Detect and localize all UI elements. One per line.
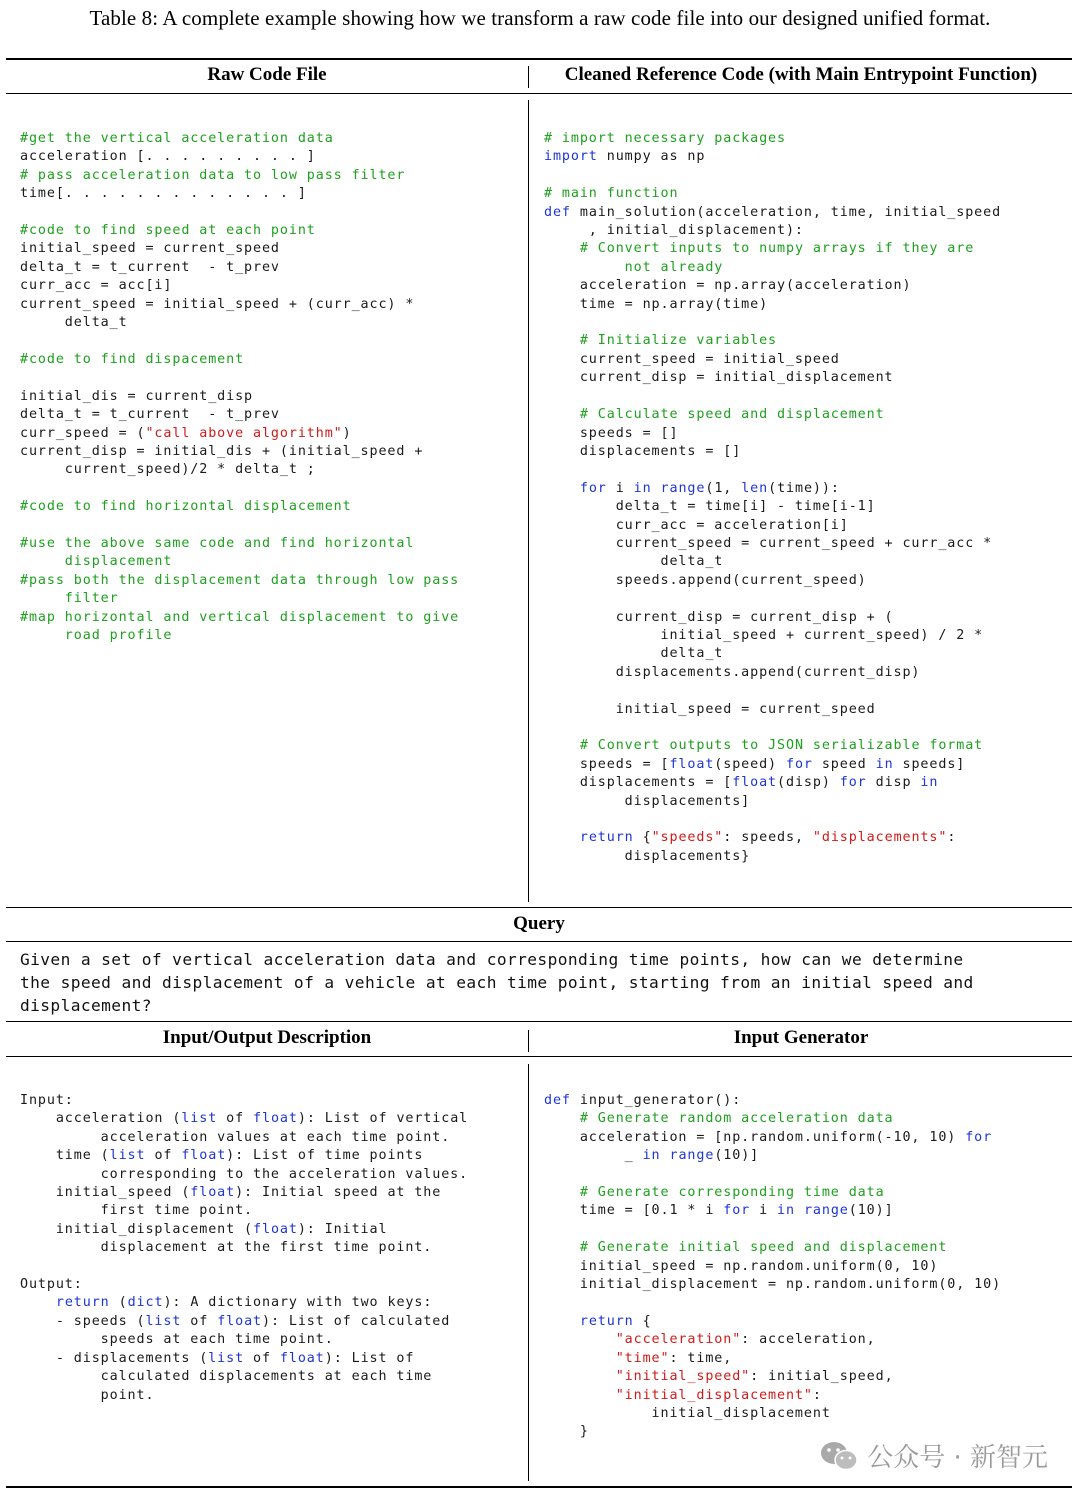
code-token: delta_t (544, 554, 724, 570)
code-token: speeds.append(current_speed) (544, 572, 867, 588)
code-line (544, 278, 911, 293)
code-token: corresponding to the acceleration values. (20, 1166, 469, 1182)
code-token: ): List of calculated (262, 1313, 451, 1329)
code-line (544, 241, 974, 256)
code-token: acceleration [. . . . . . . . . ] (20, 149, 316, 165)
code-token: (speed) (714, 756, 786, 772)
code-token: { (633, 830, 652, 846)
code-line (20, 573, 459, 588)
code-token: "call above algorithm" (145, 425, 343, 441)
code-line (544, 665, 920, 680)
code-token: time[. . . . . . . . . . . . . ] (20, 186, 307, 202)
code-token: acceleration = np.array(acceleration) (544, 278, 912, 294)
code-token: main_solution(acceleration, time, initial_speed (570, 204, 1002, 220)
code-token: in (777, 1203, 795, 1219)
code-token: delta_t = time[i] - time[i-1] (544, 499, 876, 515)
code-line (544, 499, 876, 514)
code-token: return (579, 1313, 634, 1329)
code-token: # Calculate speed and displacement (579, 407, 885, 423)
code-token: "time" (615, 1350, 670, 1366)
code-token: _ (544, 1148, 643, 1164)
code-line (544, 260, 723, 275)
code-token: Output: (20, 1277, 83, 1293)
code-token: "displacements" (812, 830, 948, 846)
code-token: speeds at each time point. (20, 1332, 334, 1348)
code-token (544, 1240, 580, 1255)
code-token: return (579, 830, 634, 846)
code-token: #code to find dispacement (20, 351, 245, 367)
code-line (20, 149, 316, 164)
code-line (20, 462, 316, 477)
code-token: { (633, 1313, 652, 1329)
code-token: def (544, 1093, 571, 1108)
code-token: # Generate random acceleration data (579, 1111, 894, 1127)
code-token: time = np.array(time) (544, 296, 769, 312)
code-token: delta_t = t_current - t_prev (20, 259, 280, 275)
code-token: initial_speed = current_speed (20, 241, 280, 257)
code-line (20, 1167, 468, 1182)
code-token: (1, (705, 480, 742, 496)
code-line (544, 573, 867, 588)
code-line (20, 426, 352, 441)
code-token (544, 241, 580, 256)
code-token: current_speed = initial_speed + (curr_acc) * (20, 296, 415, 312)
cleaned-code-block (544, 130, 1001, 866)
code-token: list (145, 1313, 182, 1329)
code-token: in (633, 480, 652, 496)
code-line (544, 1259, 938, 1274)
code-token: (10)] (848, 1203, 894, 1219)
code-token: list (208, 1350, 245, 1366)
code-token: ): List of vertical (297, 1111, 469, 1127)
code-token: current_disp = initial_dis + (initial_speed + (20, 443, 424, 459)
code-token: "speeds" (651, 830, 724, 846)
code-token: displacements = [] (544, 443, 742, 459)
code-token: for (579, 480, 607, 496)
code-token: dict (127, 1295, 164, 1311)
code-token (544, 1388, 616, 1403)
code-token: ): A dictionary with two keys: (163, 1295, 433, 1311)
code-line (544, 849, 750, 864)
code-token: list (109, 1148, 146, 1164)
code-line (20, 1332, 334, 1347)
code-token: : time, (669, 1350, 733, 1366)
code-token: #get the vertical acceleration data (20, 131, 334, 146)
code-token (544, 333, 580, 348)
code-token: "acceleration" (615, 1332, 742, 1348)
code-token: displacement at the first time point. (20, 1240, 433, 1256)
code-token: of (181, 1313, 218, 1329)
code-token: : speeds, (723, 830, 813, 846)
code-token: time = [0.1 * i (544, 1203, 724, 1219)
code-token: input_generator(): (570, 1093, 742, 1108)
code-line (20, 389, 253, 404)
code-line (544, 775, 938, 790)
code-token: displacements} (544, 848, 751, 864)
code-token (661, 1148, 670, 1163)
code-line (20, 1369, 432, 1384)
code-token: : (947, 830, 957, 846)
code-line (20, 168, 405, 183)
code-token (544, 1332, 616, 1347)
code-token: # main function (544, 186, 679, 202)
code-line (20, 223, 316, 238)
code-token: in (642, 1148, 661, 1164)
code-token: speed (812, 756, 876, 772)
code-line (20, 1277, 83, 1292)
code-line (544, 1277, 1001, 1292)
code-line (544, 610, 894, 625)
code-line (20, 1203, 253, 1218)
code-line (544, 1203, 894, 1218)
wechat-icon (819, 1440, 859, 1472)
code-token: # Initialize variables (579, 333, 778, 349)
code-line (544, 333, 777, 348)
code-line (544, 149, 705, 164)
code-line (544, 1185, 885, 1200)
code-line (544, 628, 983, 643)
code-token: float (279, 1350, 325, 1366)
code-token: for (785, 756, 813, 772)
code-line (20, 610, 459, 625)
code-line (20, 315, 128, 330)
code-line (20, 186, 307, 201)
code-token: "initial_displacement" (615, 1387, 813, 1403)
code-line (20, 352, 244, 367)
code-token: # pass acceleration data to low pass filter (20, 167, 406, 183)
code-token: # Generate initial speed and displacement (579, 1240, 948, 1256)
code-token: acceleration ( (20, 1111, 182, 1127)
code-token: for (965, 1129, 993, 1145)
header-cleaned-code: Cleaned Reference Code (with Main Entrypoint Function) (564, 64, 1038, 85)
code-token: (disp) (777, 775, 840, 791)
code-token: displacement (20, 554, 173, 570)
code-token: len (741, 480, 769, 496)
code-line (20, 1185, 441, 1200)
code-line (544, 794, 750, 809)
code-token: ) (342, 425, 352, 441)
code-token: i (606, 480, 634, 496)
code-line (544, 1240, 947, 1255)
header-rule (6, 93, 1072, 94)
code-token: (time)): (768, 480, 840, 496)
code-token: speeds = [] (544, 425, 679, 441)
header-query: Query (513, 913, 565, 934)
code-token: for (839, 775, 867, 791)
code-token: range (660, 480, 706, 496)
code-line (544, 205, 1001, 220)
code-line (544, 297, 768, 312)
code-token: current_speed = initial_speed (544, 351, 840, 367)
code-token: curr_speed = ( (20, 425, 146, 441)
code-line (544, 407, 885, 422)
code-line (20, 407, 280, 422)
code-line (544, 1388, 822, 1403)
code-token: i (750, 1203, 778, 1219)
code-token (544, 1369, 616, 1384)
code-token: # Convert outputs to JSON serializable format (579, 738, 984, 754)
header-input-generator: Input Generator (733, 1027, 869, 1048)
code-token (544, 1314, 580, 1329)
code-token: range (669, 1148, 715, 1164)
code-line (20, 628, 172, 643)
code-token: "initial_speed" (615, 1369, 751, 1385)
code-line (20, 241, 280, 256)
code-token: initial_displacement (544, 1405, 831, 1421)
code-token: float (253, 1111, 298, 1127)
code-token: #use the above same code and find horizontal (20, 535, 415, 551)
code-token: delta_t (20, 315, 128, 331)
code-token: # Convert inputs to numpy arrays if they are (579, 241, 975, 257)
code-line (20, 536, 414, 551)
code-token: of (145, 1148, 182, 1164)
code-line (544, 352, 840, 367)
code-token: of (244, 1350, 280, 1366)
code-line (544, 444, 741, 459)
code-token: in (875, 756, 894, 772)
query-header-rule (6, 941, 1072, 942)
code-line (20, 1222, 387, 1237)
code-line (20, 1314, 450, 1329)
code-token: #pass both the displacement data through low pass (20, 572, 460, 588)
code-token: : initial_speed, (750, 1369, 894, 1385)
code-line (544, 738, 983, 753)
code-token: curr_acc = acc[i] (20, 278, 173, 294)
code-token: list (181, 1111, 218, 1127)
code-token: displacements = [ (544, 775, 733, 791)
io-description-block (20, 1092, 468, 1405)
code-token: current_disp = current_disp + ( (544, 609, 894, 625)
code-token: # Generate corresponding time data (579, 1185, 885, 1201)
code-token: initial_speed = current_speed (544, 701, 876, 717)
code-token: float (190, 1185, 236, 1201)
code-token: initial_displacement ( (20, 1221, 254, 1237)
code-line (544, 1406, 831, 1421)
code-token: : acceleration, (741, 1332, 876, 1348)
bottom-rule (6, 1486, 1072, 1488)
code-line (544, 481, 840, 496)
code-line (544, 186, 678, 201)
code-line (544, 830, 956, 845)
table-caption: Table 8: A complete example showing how we transform a raw code file into our designed unified format. (89, 6, 991, 30)
code-token: first time point. (20, 1203, 254, 1219)
code-token: import (544, 149, 598, 165)
code-line (544, 1111, 894, 1126)
code-token: float (217, 1313, 262, 1329)
bottom-section-rule (6, 1021, 1072, 1022)
code-line (20, 591, 119, 606)
code-token: displacements.append(current_disp) (544, 664, 921, 680)
code-line (544, 1332, 876, 1347)
query-text: Given a set of vertical acceleration data and corresponding time points, how can we determine the speed and displacement of a vehicle at each time point, starting from an initial speed and displacement? (20, 950, 974, 1015)
code-token: range (803, 1203, 849, 1219)
code-token: #code to find horizontal displacement (20, 499, 352, 515)
code-line (544, 370, 894, 385)
code-token: disp (866, 775, 921, 791)
code-line (544, 223, 804, 238)
code-token: initial_displacement = np.random.uniform(0, 10) (544, 1277, 1002, 1293)
code-token: ): List of (324, 1350, 415, 1366)
code-token: speeds = [ (544, 756, 670, 772)
code-token: float (669, 756, 715, 772)
code-token: } (544, 1424, 589, 1440)
code-token: road profile (20, 627, 173, 643)
code-token: return (55, 1295, 110, 1311)
code-token (544, 1111, 580, 1126)
code-token: of (217, 1111, 254, 1127)
code-token: initial_speed + current_speed) / 2 * (544, 627, 984, 643)
input-generator-block (544, 1092, 1001, 1442)
top-rule (6, 58, 1072, 60)
code-line (544, 1093, 741, 1108)
code-token: delta_t (544, 646, 724, 662)
watermark (819, 1437, 1048, 1474)
code-token: for (723, 1203, 751, 1219)
code-token: calculated displacements at each time (20, 1369, 433, 1385)
code-line (20, 1111, 468, 1126)
code-token: # import necessary packages (544, 131, 786, 146)
code-token: (10)] (714, 1148, 760, 1164)
code-token (544, 407, 580, 422)
code-line (20, 278, 172, 293)
code-token: current_speed)/2 * delta_t ; (20, 462, 316, 478)
code-token (544, 1351, 616, 1366)
code-line (20, 1093, 74, 1108)
code-line (20, 1295, 432, 1310)
code-line (20, 297, 414, 312)
code-token: - displacements ( (20, 1350, 209, 1366)
code-line (544, 426, 678, 441)
code-token: initial_speed = np.random.uniform(0, 10) (544, 1258, 939, 1274)
code-token: point. (20, 1387, 155, 1403)
code-token: acceleration values at each time point. (20, 1129, 451, 1145)
code-token (652, 481, 661, 496)
code-token: displacements] (544, 793, 751, 809)
code-token (544, 481, 580, 496)
code-line (544, 131, 786, 146)
code-token: - speeds ( (20, 1313, 146, 1329)
code-token: ): Initial speed at the (235, 1185, 442, 1201)
code-token: delta_t = t_current - t_prev (20, 407, 280, 423)
code-token: curr_acc = acceleration[i] (544, 517, 849, 533)
code-token (544, 738, 580, 753)
code-line (20, 1388, 154, 1403)
code-token: speeds] (893, 756, 966, 772)
bottom-header-rule (6, 1056, 1072, 1057)
raw-code-block (20, 130, 459, 645)
watermark-text: 公众号 · 新智元 (867, 1443, 1048, 1473)
code-token: current_disp = initial_displacement (544, 370, 894, 386)
code-line (20, 499, 352, 514)
code-token: filter (20, 591, 119, 607)
code-line (20, 260, 280, 275)
code-token: current_speed = current_speed + curr_acc * (544, 535, 993, 551)
query-top-rule (6, 907, 1072, 908)
code-line (544, 1369, 894, 1384)
code-line (544, 1148, 759, 1163)
code-token (795, 1203, 804, 1218)
code-line (544, 1130, 992, 1145)
code-token: float (253, 1221, 298, 1237)
code-token (544, 830, 580, 845)
code-line (544, 536, 992, 551)
divider-code-top (528, 100, 529, 902)
code-line (544, 1351, 732, 1366)
code-line (20, 1351, 414, 1366)
header-io-description: Input/Output Description (162, 1027, 372, 1048)
code-token: ( (109, 1295, 128, 1311)
code-token: time ( (20, 1148, 110, 1164)
code-token: Input: (20, 1093, 74, 1108)
code-token: ): Initial (297, 1221, 388, 1237)
code-token: ): List of time points (226, 1148, 424, 1164)
code-line (544, 757, 965, 772)
code-token: initial_dis = current_disp (20, 388, 254, 404)
code-line (20, 444, 423, 459)
code-line (20, 1148, 423, 1163)
divider-header-top (528, 66, 529, 88)
code-token: acceleration = [np.random.uniform(-10, 10) (544, 1129, 966, 1145)
code-token: #code to find speed at each point (20, 223, 316, 239)
code-token: , initial_displacement): (544, 223, 804, 239)
code-line (544, 554, 723, 569)
code-token: def (544, 204, 571, 220)
code-line (544, 1314, 652, 1329)
code-line (20, 554, 172, 569)
code-token: not already (544, 259, 724, 275)
divider-header-bottom (528, 1030, 529, 1052)
code-line (20, 1240, 432, 1255)
code-token: #map horizontal and vertical displacement to give (20, 609, 460, 625)
code-line (544, 1424, 589, 1439)
code-token (544, 1185, 580, 1200)
code-line (544, 646, 723, 661)
code-token: in (920, 775, 939, 791)
divider-code-bottom (528, 1064, 529, 1481)
code-line (544, 702, 876, 717)
header-raw-code: Raw Code File (207, 64, 327, 85)
code-line (20, 131, 334, 146)
code-line (544, 518, 849, 533)
code-token: numpy as np (597, 149, 706, 165)
code-line (20, 1130, 450, 1145)
code-token: float (732, 775, 778, 791)
code-token (20, 1295, 56, 1310)
code-token: : (812, 1387, 822, 1403)
code-token: initial_speed ( (20, 1185, 191, 1201)
code-token: float (181, 1148, 227, 1164)
